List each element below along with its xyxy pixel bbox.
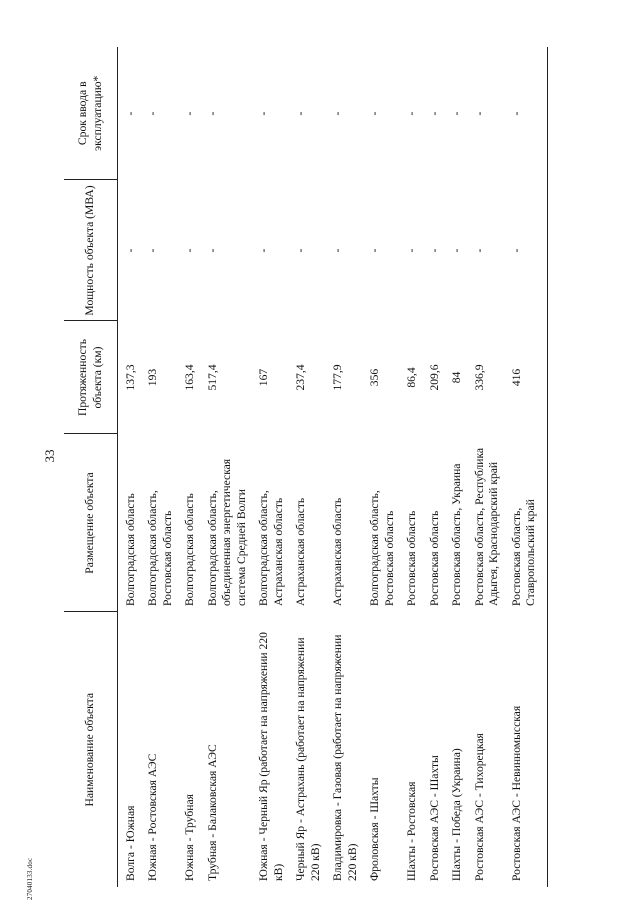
cell-power: - [205,248,219,253]
table-body [118,47,548,887]
cell-name: Черный Яр - Астрахань (работает на напряжении 220 кВ) [294,637,322,881]
cell-length: 336,9 [472,364,486,391]
table-row [140,47,177,887]
cell-power: - [427,248,441,253]
cell-length: 137,3 [124,364,137,391]
cell-date: - [405,111,419,116]
table-row [200,47,251,887]
cell-location: Волгоградская область, Астраханская область [257,490,285,606]
table-row [288,47,325,887]
cell-date: - [472,111,486,116]
document-filename: 27040133.doc [26,857,34,900]
cell-location: Ростовская область [427,510,441,606]
table-row [325,47,362,887]
table-row [177,47,199,887]
objects-table [64,47,548,887]
cell-power: - [331,248,345,253]
header-date: Срок ввода в эксплуатацию* [64,47,118,180]
table-row [422,47,444,887]
cell-power: - [146,248,160,253]
cell-date: - [205,111,219,116]
cell-date: - [257,111,271,116]
cell-date: - [427,111,441,116]
cell-name: Ростовская АЭС - Невинномысская [504,612,547,887]
table-row [467,47,504,887]
cell-power: - [472,248,486,253]
cell-location: Волгоградская область, Ростовская область [146,490,174,606]
cell-power: - [124,248,137,253]
cell-location: Волгоградская область [124,493,137,606]
cell-length: 193 [146,368,160,387]
cell-power: - [450,248,464,253]
cell-name: Фроловская - Шахты [368,777,382,881]
cell-date: - [146,111,160,116]
cell-name: Шахты - Ростовская [405,781,419,881]
rotated-table-area [64,47,616,887]
cell-date: - [331,111,345,116]
cell-name: Трубная - Балаковская АЭС [205,744,219,881]
cell-location: Ростовская область, Ставропольский край [504,434,547,612]
page-number: 33 [42,449,57,463]
cell-name: Южная - Ростовская АЭС [146,753,160,881]
table-header-row [64,47,118,887]
cell-location: Ростовская область, Украина [450,463,464,606]
cell-location: Волгоградская область, Ростовская область [368,490,396,606]
table-row [118,47,141,887]
cell-name: Ростовская АЭС - Тихорецкая [472,733,486,881]
cell-length: 167 [257,368,271,387]
cell-name: Южная - Черный Яр (работает на напряжении 220 кВ) [257,632,285,881]
table-row [362,47,399,887]
cell-date: - [183,111,197,116]
cell-location: Волгоградская область [183,493,197,606]
cell-length: 356 [368,368,382,387]
cell-length: 237,4 [294,364,308,391]
table-row [444,47,466,887]
cell-date: - [294,111,308,116]
cell-power: - [257,248,271,253]
cell-date: - [504,47,547,180]
cell-power: - [183,248,197,253]
cell-location: Астраханская область [294,497,308,606]
cell-date: - [368,111,382,116]
cell-location: Ростовская область, Республика Адыгея, Краснодарский край [472,447,501,606]
header-power: Мощность объекта (МВА) [64,180,118,321]
cell-date: - [124,111,137,116]
cell-date: - [450,111,464,116]
cell-name: Южная - Трубная [183,794,197,881]
table-row [399,47,421,887]
cell-name: Шахты - Победа (Украина) [450,748,464,881]
cell-location: Астраханская область [331,497,345,606]
cell-location: Ростовская область [405,510,419,606]
cell-power: - [294,248,308,253]
cell-length: 416 [504,321,547,434]
cell-length: 209,6 [427,364,441,391]
header-name: Наименование объекта [64,612,118,887]
cell-length: 84 [450,371,464,384]
cell-location: Волгоградская область, объединенная энергетическая система Средней Волги [205,458,248,606]
cell-length: 163,4 [183,364,197,391]
cell-name: Владимировка - Газовая (работает на напряжении 220 кВ) [331,634,359,881]
header-location: Размещение объекта [64,434,118,612]
header-length: Протяженность объекта (км) [64,321,118,434]
cell-name: Волга - Южная [124,805,137,881]
cell-length: 86,4 [405,367,419,388]
table-row [251,47,288,887]
cell-length: 177,9 [331,364,345,391]
cell-power: - [405,248,419,253]
cell-power: - [368,248,382,253]
cell-name: Ростовская АЭС - Шахты [427,755,441,881]
cell-length: 517,4 [205,364,219,391]
cell-power: - [504,180,547,321]
table-row [504,47,547,887]
